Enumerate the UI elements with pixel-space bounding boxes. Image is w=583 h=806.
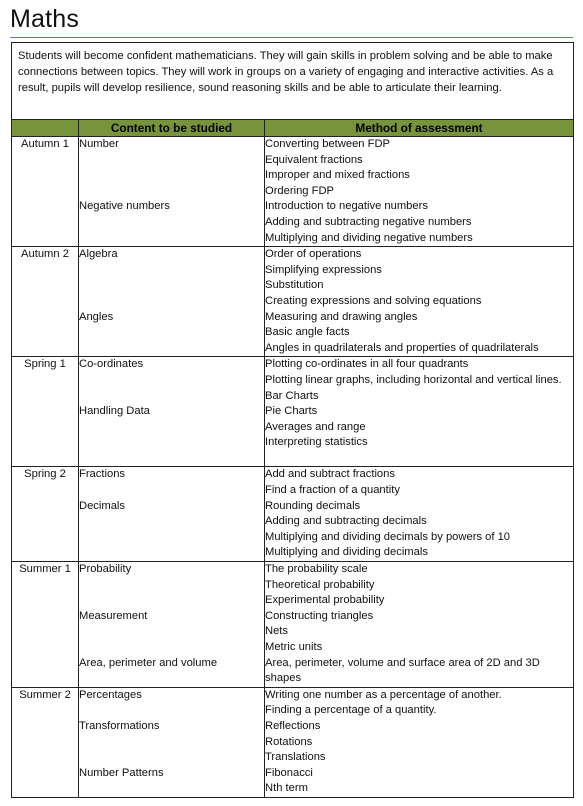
assessment-line: Finding a percentage of a quantity. [265, 704, 437, 717]
topic-line: Algebra [79, 248, 118, 261]
assessment-line: Interpreting statistics [265, 436, 368, 449]
topic-line [79, 483, 264, 499]
assessment-line: Add and subtract fractions [265, 468, 395, 481]
topic-line [79, 750, 264, 766]
topic-line [79, 153, 264, 169]
term-label: Autumn 1 [21, 138, 69, 150]
topic-line [79, 263, 264, 279]
assessment-line: Multiplying and dividing negative numbers [265, 231, 473, 244]
topic-line [79, 341, 264, 357]
topic-line [79, 420, 264, 436]
page-title: Maths [10, 5, 80, 33]
assessment-line: Simplifying expressions [265, 263, 382, 276]
assessment-line: Nets [265, 625, 289, 638]
assessment-line: Find a fraction of a quantity [265, 484, 400, 497]
term-label: Summer 2 [19, 688, 71, 701]
assessment-cell [265, 247, 574, 357]
assessment-cell [265, 357, 574, 467]
topic-line [79, 640, 264, 656]
topic-line [79, 624, 264, 640]
assessment-line: Order of operations [265, 248, 362, 261]
assessment-line: Area, perimeter, volume and surface area of 2D and 3D shapes [265, 656, 540, 685]
term-label: Spring 2 [24, 468, 66, 481]
assessment-line: Multiplying and dividing decimals [265, 546, 428, 559]
term-cell [12, 562, 79, 688]
assessment-line: Plotting co-ordinates in all four quadrants [265, 358, 469, 371]
table-row [12, 687, 574, 797]
assessment-line: Bar Charts [265, 389, 319, 402]
assessment-cell [265, 562, 574, 688]
assessment-line: Fibonacci [265, 766, 313, 779]
assessment-line: Constructing triangles [265, 609, 374, 622]
assessment-line: Reflections [265, 719, 321, 732]
assessment-cell [265, 467, 574, 562]
topic-line: Probability [79, 563, 132, 576]
topic-line [79, 278, 264, 294]
term-label: Spring 1 [24, 358, 66, 371]
header-content: Content to be studied [79, 120, 265, 137]
header-term [12, 120, 79, 137]
curriculum-table [11, 119, 574, 798]
term-cell [12, 247, 79, 357]
topic-line [79, 373, 264, 404]
assessment-line: Ordering FDP [265, 184, 335, 197]
topic-line [79, 514, 264, 530]
header-assessment: Method of assessment [265, 120, 574, 137]
assessment-line: Creating expressions and solving equations [265, 294, 482, 307]
topic-line [79, 435, 264, 451]
assessment-line: Rotations [265, 735, 313, 748]
title-underline [10, 37, 573, 38]
topic-line [79, 578, 264, 594]
topic-line: Decimals [79, 499, 126, 512]
topic-line: Number [79, 138, 119, 150]
term-cell [12, 687, 79, 797]
topic-line [79, 593, 264, 609]
term-label: Summer 1 [19, 563, 71, 576]
assessment-line: Pie Charts [265, 405, 318, 418]
assessment-line: Adding and subtracting negative numbers [265, 215, 472, 228]
assessment-line: Angles in quadrilaterals and properties of quadrilaterals [265, 341, 539, 354]
assessment-line: Rounding decimals [265, 499, 361, 512]
assessment-line: Metric units [265, 641, 323, 653]
assessment-line: Measuring and drawing angles [265, 310, 418, 323]
topic-line: Handling Data [79, 405, 150, 418]
topic-line: Measurement [79, 609, 148, 622]
assessment-line: Converting between FDP [265, 138, 390, 150]
content-cell [79, 562, 265, 688]
table-row [12, 467, 574, 562]
intro-box: Students will become confident mathematicians. They will gain skills in problem solving and be able to make connections between topics. They will work in groups on a variety of engaging and interactive activities. As a result, pupils will develop resilience, sound reasoning skills and be able to articulate their learning. [11, 42, 574, 120]
topic-line [79, 703, 264, 719]
assessment-line: Writing one number as a percentage of another. [265, 688, 502, 701]
assessment-line: Basic angle facts [265, 326, 350, 339]
content-cell [79, 357, 265, 467]
content-cell [79, 247, 265, 357]
topic-line [79, 184, 264, 200]
topic-line: Fractions [79, 468, 126, 481]
table-header-row [12, 120, 574, 137]
assessment-line: Substitution [265, 279, 324, 292]
assessment-line: Plotting linear graphs, including horizontal and vertical lines. [265, 373, 562, 386]
topic-line: Percentages [79, 688, 142, 701]
topic-line: Negative numbers [79, 200, 170, 213]
term-cell [12, 467, 79, 562]
topic-line [79, 530, 264, 546]
assessment-line: Nth term [265, 782, 308, 795]
assessment-line: Improper and mixed fractions [265, 169, 410, 182]
topic-line [79, 215, 264, 231]
topic-line: Number Patterns [79, 766, 164, 779]
table-row [12, 137, 574, 247]
assessment-line: Adding and subtracting decimals [265, 515, 427, 528]
topic-line: Area, perimeter and volume [79, 656, 218, 669]
topic-line [79, 294, 264, 310]
term-cell [12, 137, 79, 247]
topic-line [79, 545, 264, 561]
term-label: Autumn 2 [21, 248, 69, 261]
topic-line [79, 325, 264, 341]
table-row [12, 247, 574, 357]
assessment-line: Theoretical probability [265, 578, 375, 591]
assessment-cell [265, 687, 574, 797]
topic-line [79, 781, 264, 797]
topic-line [79, 168, 264, 184]
topic-line [79, 735, 264, 751]
assessment-line: The probability scale [265, 563, 368, 576]
assessment-line: Experimental probability [265, 594, 385, 607]
assessment-line: Averages and range [265, 420, 366, 433]
table-body [12, 137, 574, 798]
topic-line [79, 231, 264, 247]
topic-line [79, 451, 264, 467]
content-cell [79, 687, 265, 797]
topic-line: Transformations [79, 719, 160, 732]
topic-line: Angles [79, 310, 114, 323]
assessment-line: Multiplying and dividing decimals by powers of 10 [265, 530, 511, 543]
content-cell [79, 137, 265, 247]
table-row [12, 562, 574, 688]
topic-line: Co-ordinates [79, 358, 144, 371]
term-cell [12, 357, 79, 467]
content-cell [79, 467, 265, 562]
table-row [12, 357, 574, 467]
assessment-line: Introduction to negative numbers [265, 200, 428, 213]
assessment-line: Translations [265, 751, 326, 764]
assessment-line: Equivalent fractions [265, 153, 363, 166]
assessment-cell [265, 137, 574, 247]
